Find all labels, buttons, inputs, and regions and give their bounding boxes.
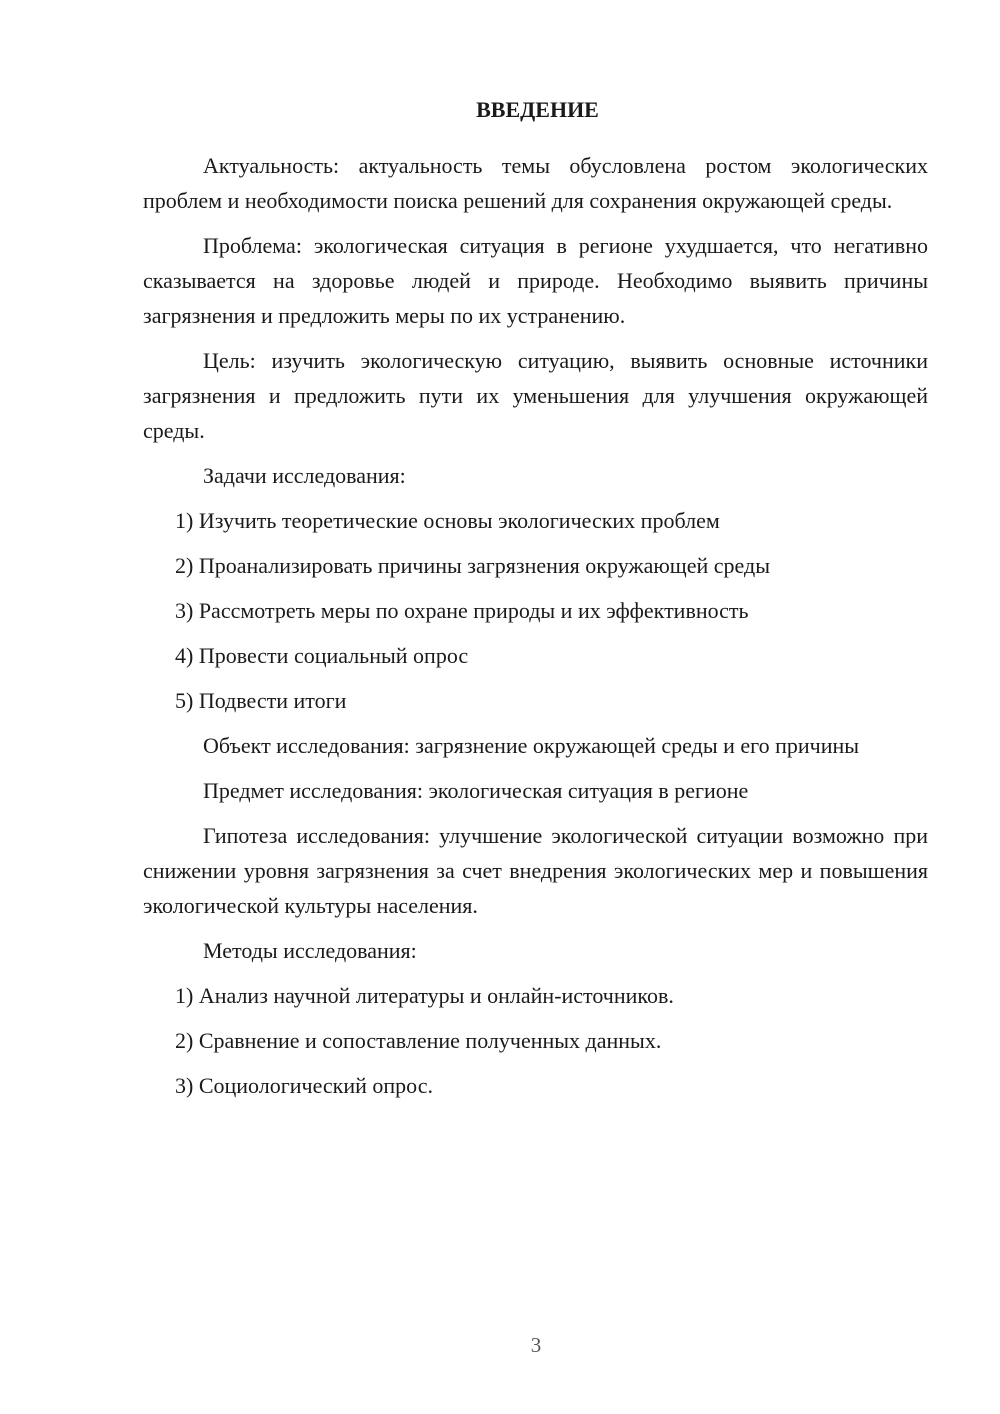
page-title: ВВЕДЕНИЕ <box>476 97 599 122</box>
hypothesis-paragraph: Гипотеза исследования: улучшение экологической ситуации возможно при снижении уровня загрязнения за счет внедрения экологических мер и повышения экологической культуры населения. <box>143 823 928 918</box>
subject-paragraph: Предмет исследования: экологическая ситуация в регионе <box>203 778 749 803</box>
problem-paragraph: Проблема: экологическая ситуация в регионе ухудшается, что негативно сказывается на здоровье людей и природе. Необходимо выявить причины загрязнения и предложить меры по их устранению. <box>143 233 928 328</box>
task-item: 5) Подвести итоги <box>175 688 347 713</box>
method-item: 2) Сравнение и сопоставление полученных данных. <box>175 1028 662 1053</box>
tasks-heading: Задачи исследования: <box>203 463 406 488</box>
method-item: 3) Социологический опрос. <box>175 1073 433 1098</box>
task-item: 3) Рассмотреть меры по охране природы и их эффективность <box>175 598 749 623</box>
task-item: 4) Провести социальный опрос <box>175 643 469 668</box>
methods-heading: Методы исследования: <box>203 938 417 963</box>
method-item: 1) Анализ научной литературы и онлайн-источников. <box>175 983 674 1008</box>
goal-paragraph: Цель: изучить экологическую ситуацию, выявить основные источники загрязнения и предложить пути их уменьшения для улучшения окружающей среды. <box>143 348 928 443</box>
page-number: 3 <box>530 1333 542 1357</box>
relevance-paragraph: Актуальность: актуальность темы обусловлена ростом экологических проблем и необходимости поиска решений для сохранения окружающей среды. <box>143 153 928 213</box>
task-item: 1) Изучить теоретические основы экологических проблем <box>175 508 720 533</box>
object-paragraph: Объект исследования: загрязнение окружающей среды и его причины <box>203 733 860 758</box>
task-item: 2) Проанализировать причины загрязнения окружающей среды <box>175 553 770 578</box>
document-page <box>143 94 928 1113</box>
